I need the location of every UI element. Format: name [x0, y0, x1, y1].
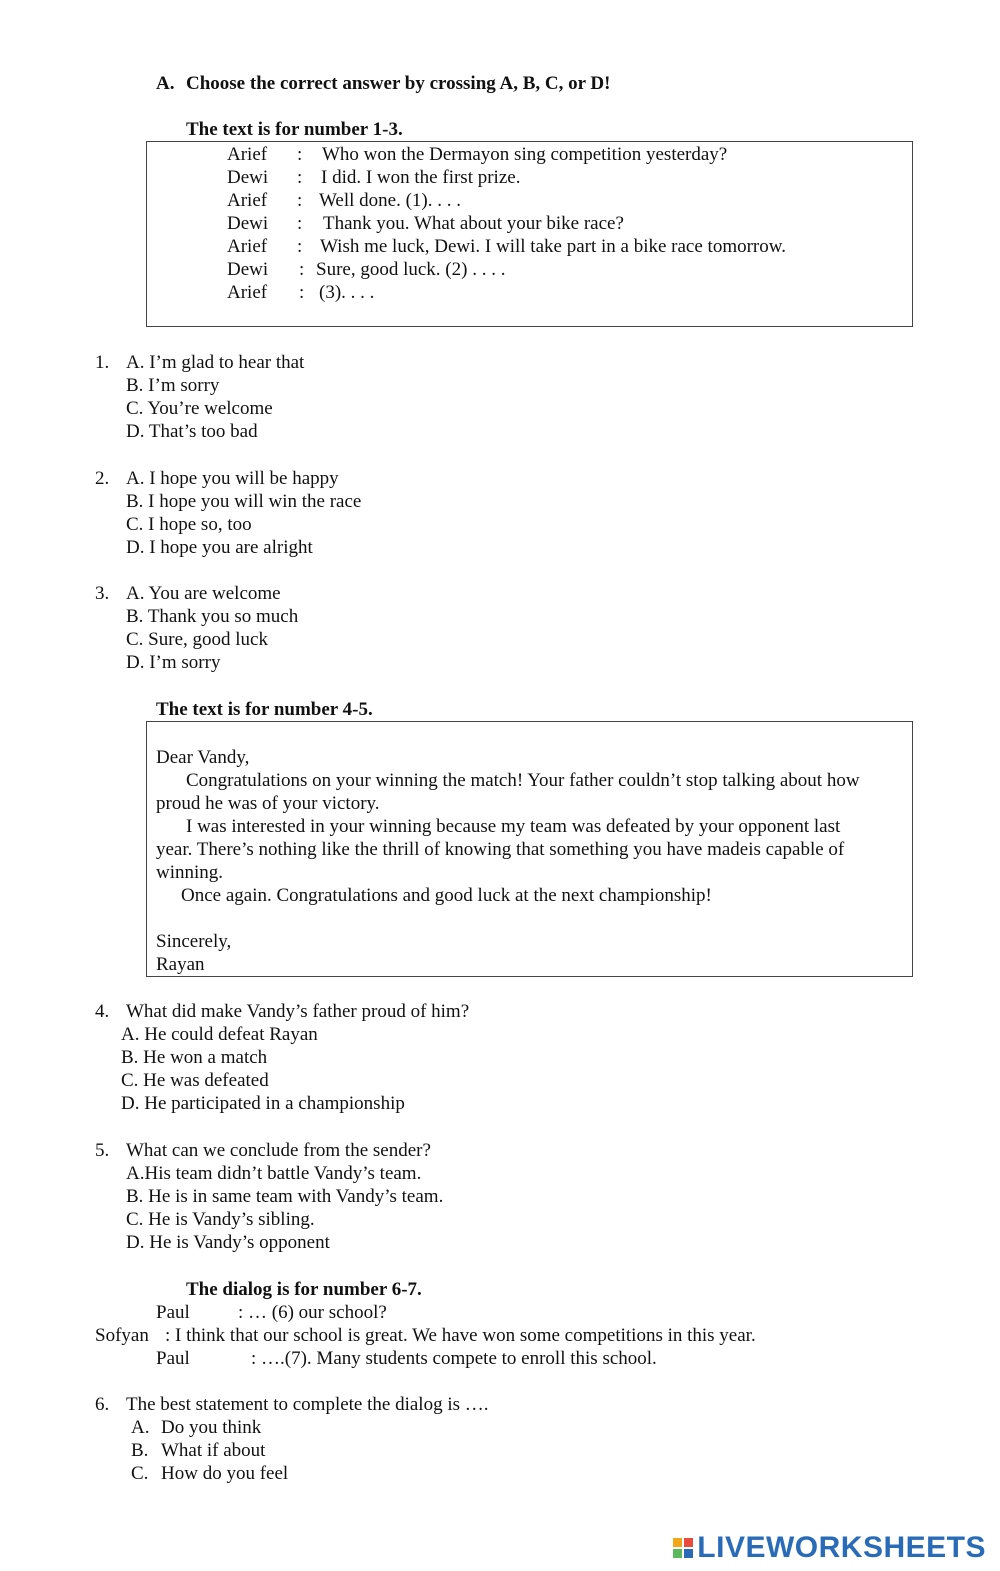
answer-option[interactable]: D. He is Vandy’s opponent — [126, 1232, 330, 1253]
answer-option[interactable]: A. I hope you will be happy — [126, 468, 339, 489]
dialog-line: Well done. (1). . . . — [319, 190, 461, 211]
letter-closing: Sincerely, — [156, 931, 232, 952]
block2-heading: The text is for number 4-5. — [156, 699, 373, 720]
dialog-line: Thank you. What about your bike race? — [323, 213, 624, 234]
liveworksheets-logo — [673, 1531, 986, 1564]
logo-square — [673, 1549, 682, 1558]
colon: : — [297, 213, 303, 234]
dialog-speaker: Paul — [156, 1302, 190, 1323]
block1-heading: The text is for number 1-3. — [186, 119, 403, 140]
answer-option[interactable]: C. You’re welcome — [126, 398, 273, 419]
letter-text: Once again. Congratulations and good luck at the next championship! — [181, 885, 712, 906]
answer-option[interactable]: Do you think — [161, 1417, 262, 1438]
answer-option[interactable]: A.His team didn’t battle Vandy’s team. — [126, 1163, 422, 1184]
answer-option[interactable]: C. Sure, good luck — [126, 629, 268, 650]
letter-text: proud he was of your victory. — [156, 793, 380, 814]
dialog-box-1 — [146, 141, 913, 327]
speaker: Dewi — [227, 213, 269, 234]
dialog-line: Sure, good luck. (2) . . . . — [316, 259, 506, 280]
dialog-speaker: Paul — [156, 1348, 190, 1369]
letter-text: year. There’s nothing like the thrill of knowing that something you have madeis capable of — [156, 839, 845, 860]
answer-option-letter[interactable]: A. — [131, 1417, 150, 1438]
question-text: What can we conclude from the sender? — [126, 1140, 431, 1161]
logo-square — [684, 1549, 693, 1558]
letter-box — [146, 721, 913, 977]
answer-option[interactable]: D. That’s too bad — [126, 421, 258, 442]
question-number: 3. — [95, 583, 110, 604]
logo-squares-icon — [673, 1538, 693, 1558]
answer-option-letter[interactable]: B. — [131, 1440, 149, 1461]
letter-text: I was interested in your winning because my team was defeated by your opponent last — [186, 816, 841, 837]
question-number: 4. — [95, 1001, 110, 1022]
speaker: Dewi — [227, 167, 269, 188]
dialog-line: : … (6) our school? — [238, 1302, 387, 1323]
answer-option[interactable]: B. I’m sorry — [126, 375, 220, 396]
speaker: Arief — [227, 282, 268, 303]
colon: : — [297, 236, 303, 257]
answer-option[interactable]: A. He could defeat Rayan — [121, 1024, 318, 1045]
answer-option[interactable]: C. He is Vandy’s sibling. — [126, 1209, 315, 1230]
answer-option[interactable]: D. I hope you are alright — [126, 537, 313, 558]
colon: : — [299, 282, 305, 303]
answer-option[interactable]: B. Thank you so much — [126, 606, 299, 627]
letter-signature: Rayan — [156, 954, 205, 975]
speaker: Arief — [227, 190, 268, 211]
letter-text: winning. — [156, 862, 224, 883]
answer-option-letter[interactable]: C. — [131, 1463, 149, 1484]
logo-square — [673, 1538, 682, 1547]
question-number: 6. — [95, 1394, 110, 1415]
speaker: Arief — [227, 236, 268, 257]
answer-option[interactable]: B. He won a match — [121, 1047, 268, 1068]
question-text: What did make Vandy’s father proud of him? — [126, 1001, 470, 1022]
question-number: 5. — [95, 1140, 110, 1161]
question-text: The best statement to complete the dialog is …. — [126, 1394, 489, 1415]
logo-text: LIVEWORKSHEETS — [697, 1531, 986, 1564]
dialog-line: : ….(7). Many students compete to enroll this school. — [251, 1348, 657, 1369]
answer-option[interactable]: C. I hope so, too — [126, 514, 252, 535]
colon: : — [297, 144, 303, 165]
dialog-line: : I think that our school is great. We have won some competitions in this year. — [165, 1325, 756, 1346]
logo-square — [684, 1538, 693, 1547]
section-instruction: Choose the correct answer by crossing A, B, C, or D! — [186, 73, 611, 94]
dialog-line: Wish me luck, Dewi. I will take part in a bike race tomorrow. — [320, 236, 786, 257]
colon: : — [299, 259, 305, 280]
answer-option[interactable]: B. He is in same team with Vandy’s team. — [126, 1186, 444, 1207]
answer-option[interactable]: B. I hope you will win the race — [126, 491, 362, 512]
dialog-line: Who won the Dermayon sing competition yesterday? — [322, 144, 728, 165]
letter-text: Congratulations on your winning the match! Your father couldn’t stop talking about how — [186, 770, 860, 791]
speaker: Arief — [227, 144, 268, 165]
letter-greeting: Dear Vandy, — [156, 747, 250, 768]
answer-option[interactable]: D. I’m sorry — [126, 652, 221, 673]
section-label: A. — [156, 73, 175, 94]
colon: : — [297, 167, 303, 188]
answer-option[interactable]: C. He was defeated — [121, 1070, 269, 1091]
dialog-speaker: Sofyan — [95, 1325, 149, 1346]
answer-option[interactable]: How do you feel — [161, 1463, 289, 1484]
answer-option[interactable]: What if about — [161, 1440, 266, 1461]
dialog-line: I did. I won the first prize. — [321, 167, 521, 188]
question-number: 2. — [95, 468, 110, 489]
answer-option[interactable]: A. You are welcome — [126, 583, 281, 604]
answer-option[interactable]: A. I’m glad to hear that — [126, 352, 305, 373]
question-number: 1. — [95, 352, 110, 373]
speaker: Dewi — [227, 259, 269, 280]
block3-heading: The dialog is for number 6-7. — [186, 1279, 422, 1300]
colon: : — [297, 190, 303, 211]
answer-option[interactable]: D. He participated in a championship — [121, 1093, 405, 1114]
dialog-line: (3). . . . — [319, 282, 375, 303]
